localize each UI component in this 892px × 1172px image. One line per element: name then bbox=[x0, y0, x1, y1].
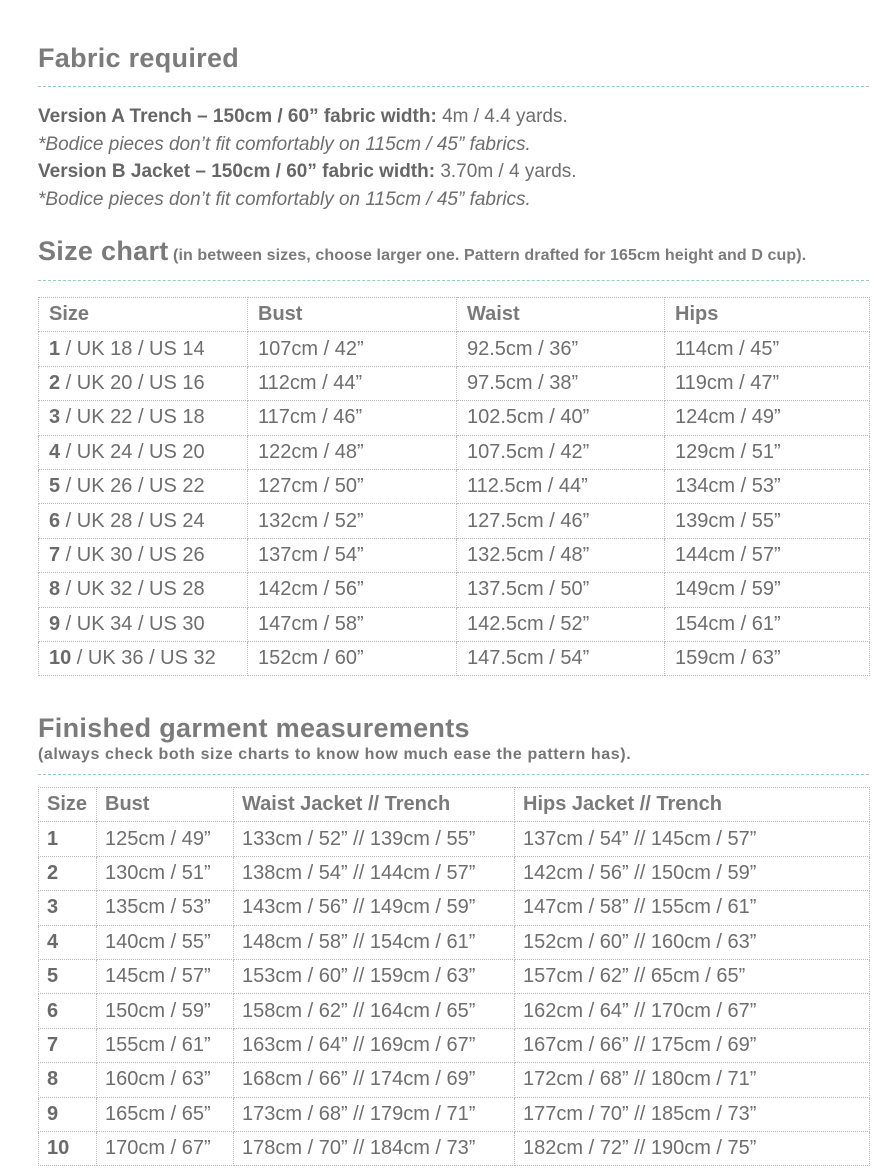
size-cell bbox=[39, 1131, 97, 1165]
table-row bbox=[39, 504, 870, 538]
bust-cell: 117cm / 46” bbox=[248, 401, 457, 435]
hips-cell: 134cm / 53” bbox=[665, 469, 870, 503]
table-row bbox=[39, 959, 870, 993]
size-number: 5 bbox=[49, 475, 61, 498]
waist-cell: 158cm / 62” // 164cm / 65” bbox=[234, 994, 515, 1028]
hips-cell: 114cm / 45” bbox=[665, 332, 870, 366]
size-label: / UK 30 / US 26 bbox=[60, 543, 205, 566]
size-number: 4 bbox=[47, 930, 59, 953]
table-row bbox=[39, 607, 870, 641]
bust-cell: 137cm / 54” bbox=[248, 538, 457, 572]
finished-subheading: (always check both size charts to know how much ease the pattern has). bbox=[38, 746, 632, 763]
size-cell bbox=[39, 1063, 97, 1097]
size-cell bbox=[39, 538, 248, 572]
size-cell bbox=[39, 435, 248, 469]
size-cell bbox=[39, 856, 97, 890]
column-header-size: Size bbox=[39, 788, 97, 822]
hips-cell: 157cm / 62” // 65cm / 65” bbox=[515, 959, 870, 993]
table-row bbox=[39, 332, 870, 366]
table-row bbox=[39, 469, 870, 503]
size-label: / UK 26 / US 22 bbox=[60, 475, 205, 498]
size-number: 2 bbox=[49, 371, 61, 394]
size-cell bbox=[39, 607, 248, 641]
waist-cell: 147.5cm / 54” bbox=[457, 641, 665, 675]
table-row bbox=[39, 1063, 870, 1097]
size-number: 1 bbox=[49, 337, 61, 360]
hips-cell: 144cm / 57” bbox=[665, 538, 870, 572]
size-number: 10 bbox=[47, 1137, 70, 1160]
bust-cell: 142cm / 56” bbox=[248, 573, 457, 607]
size-cell bbox=[39, 925, 97, 959]
size-cell bbox=[39, 1028, 97, 1062]
waist-cell: 178cm / 70” // 184cm / 73” bbox=[234, 1131, 515, 1165]
size-number: 9 bbox=[49, 612, 61, 635]
table-row bbox=[39, 538, 870, 572]
hips-cell: 142cm / 56” // 150cm / 59” bbox=[515, 856, 870, 890]
size-number: 3 bbox=[47, 896, 59, 919]
hips-cell: 154cm / 61” bbox=[665, 607, 870, 641]
hips-cell: 162cm / 64” // 170cm / 67” bbox=[515, 994, 870, 1028]
waist-cell: 137.5cm / 50” bbox=[457, 573, 665, 607]
waist-cell: 107.5cm / 42” bbox=[457, 435, 665, 469]
table-row bbox=[39, 573, 870, 607]
size-number: 7 bbox=[49, 543, 61, 566]
hips-cell: 147cm / 58” // 155cm / 61” bbox=[515, 891, 870, 925]
bust-cell: 165cm / 65” bbox=[97, 1097, 234, 1131]
fabric-heading: Fabric required bbox=[38, 43, 240, 73]
hips-cell: 149cm / 59” bbox=[665, 573, 870, 607]
size-chart-table bbox=[38, 297, 870, 676]
fabric-divider bbox=[38, 86, 869, 87]
size-cell bbox=[39, 1097, 97, 1131]
table-row bbox=[39, 822, 870, 856]
fabric-note: *Bodice pieces don’t fit comfortably on 115cm / 45” fabrics. bbox=[38, 133, 531, 155]
size-cell bbox=[39, 504, 248, 538]
fabric-lines bbox=[38, 103, 577, 213]
size-chart-heading-row bbox=[38, 236, 806, 267]
column-header-bust: Bust bbox=[97, 788, 234, 822]
waist-cell: 153cm / 60” // 159cm / 63” bbox=[234, 959, 515, 993]
size-label: / UK 28 / US 24 bbox=[60, 509, 205, 532]
bust-cell: 155cm / 61” bbox=[97, 1028, 234, 1062]
size-chart-subheading: (in between sizes, choose larger one. Pattern drafted for 165cm height and D cup). bbox=[173, 247, 807, 264]
size-cell bbox=[39, 891, 97, 925]
table-row bbox=[39, 401, 870, 435]
table-row bbox=[39, 435, 870, 469]
table-row bbox=[39, 891, 870, 925]
waist-cell: 112.5cm / 44” bbox=[457, 469, 665, 503]
table-row bbox=[39, 1097, 870, 1131]
size-number: 7 bbox=[47, 1033, 59, 1056]
waist-cell: 133cm / 52” // 139cm / 55” bbox=[234, 822, 515, 856]
size-chart-heading: Size chart bbox=[38, 236, 169, 266]
bust-cell: 112cm / 44” bbox=[248, 366, 457, 400]
bust-cell: 132cm / 52” bbox=[248, 504, 457, 538]
waist-cell: 127.5cm / 46” bbox=[457, 504, 665, 538]
column-header-bust: Bust bbox=[248, 298, 457, 332]
fabric-line-label: Version B Jacket – 150cm / 60” fabric width: bbox=[38, 161, 436, 182]
waist-cell: 173cm / 68” // 179cm / 71” bbox=[234, 1097, 515, 1131]
fabric-line-value: 4m / 4.4 yards. bbox=[436, 106, 568, 127]
fabric-line-version-a bbox=[38, 103, 577, 131]
size-chart-divider bbox=[38, 280, 869, 281]
size-cell bbox=[39, 366, 248, 400]
waist-cell: 163cm / 64” // 169cm / 67” bbox=[234, 1028, 515, 1062]
hips-cell: 159cm / 63” bbox=[665, 641, 870, 675]
table-row bbox=[39, 641, 870, 675]
bust-cell: 127cm / 50” bbox=[248, 469, 457, 503]
size-cell bbox=[39, 641, 248, 675]
finished-measurements-table bbox=[38, 787, 870, 1166]
bust-cell: 140cm / 55” bbox=[97, 925, 234, 959]
fabric-note: *Bodice pieces don’t fit comfortably on 115cm / 45” fabrics. bbox=[38, 188, 531, 210]
size-cell bbox=[39, 332, 248, 366]
bust-cell: 147cm / 58” bbox=[248, 607, 457, 641]
size-label: / UK 32 / US 28 bbox=[60, 578, 205, 601]
bust-cell: 152cm / 60” bbox=[248, 641, 457, 675]
fabric-line-label: Version A Trench – 150cm / 60” fabric width: bbox=[38, 106, 437, 127]
bust-cell: 170cm / 67” bbox=[97, 1131, 234, 1165]
size-number: 10 bbox=[49, 647, 72, 670]
size-chart-header-row bbox=[39, 298, 870, 332]
waist-cell: 132.5cm / 48” bbox=[457, 538, 665, 572]
size-number: 1 bbox=[47, 827, 59, 850]
waist-cell: 142.5cm / 52” bbox=[457, 607, 665, 641]
size-number: 2 bbox=[47, 861, 59, 884]
size-label: / UK 20 / US 16 bbox=[60, 371, 205, 394]
size-cell bbox=[39, 959, 97, 993]
finished-header-row bbox=[39, 788, 870, 822]
hips-cell: 119cm / 47” bbox=[665, 366, 870, 400]
column-header-waist: Waist Jacket // Trench bbox=[234, 788, 515, 822]
waist-cell: 92.5cm / 36” bbox=[457, 332, 665, 366]
bust-cell: 107cm / 42” bbox=[248, 332, 457, 366]
size-number: 6 bbox=[47, 999, 59, 1022]
hips-cell: 137cm / 54” // 145cm / 57” bbox=[515, 822, 870, 856]
bust-cell: 122cm / 48” bbox=[248, 435, 457, 469]
table-row bbox=[39, 994, 870, 1028]
size-label: / UK 36 / US 32 bbox=[71, 647, 216, 670]
size-cell bbox=[39, 469, 248, 503]
column-header-size: Size bbox=[39, 298, 248, 332]
bust-cell: 130cm / 51” bbox=[97, 856, 234, 890]
size-number: 9 bbox=[47, 1102, 59, 1125]
table-row bbox=[39, 366, 870, 400]
size-number: 6 bbox=[49, 509, 61, 532]
waist-cell: 138cm / 54” // 144cm / 57” bbox=[234, 856, 515, 890]
size-cell bbox=[39, 822, 97, 856]
hips-cell: 177cm / 70” // 185cm / 73” bbox=[515, 1097, 870, 1131]
fabric-line-version-b bbox=[38, 158, 577, 186]
waist-cell: 102.5cm / 40” bbox=[457, 401, 665, 435]
bust-cell: 125cm / 49” bbox=[97, 822, 234, 856]
column-header-hips: Hips Jacket // Trench bbox=[515, 788, 870, 822]
size-number: 8 bbox=[47, 1068, 59, 1091]
hips-cell: 167cm / 66” // 175cm / 69” bbox=[515, 1028, 870, 1062]
finished-heading: Finished garment measurements bbox=[38, 713, 470, 743]
hips-cell: 129cm / 51” bbox=[665, 435, 870, 469]
hips-cell: 172cm / 68” // 180cm / 71” bbox=[515, 1063, 870, 1097]
size-number: 5 bbox=[47, 965, 59, 988]
table-row bbox=[39, 1131, 870, 1165]
size-label: / UK 24 / US 20 bbox=[60, 440, 205, 463]
waist-cell: 148cm / 58” // 154cm / 61” bbox=[234, 925, 515, 959]
hips-cell: 124cm / 49” bbox=[665, 401, 870, 435]
size-label: / UK 18 / US 14 bbox=[60, 337, 205, 360]
waist-cell: 168cm / 66” // 174cm / 69” bbox=[234, 1063, 515, 1097]
size-label: / UK 34 / US 30 bbox=[60, 612, 205, 635]
column-header-hips: Hips bbox=[665, 298, 870, 332]
bust-cell: 135cm / 53” bbox=[97, 891, 234, 925]
column-header-waist: Waist bbox=[457, 298, 665, 332]
hips-cell: 139cm / 55” bbox=[665, 504, 870, 538]
finished-divider bbox=[38, 774, 869, 775]
table-row bbox=[39, 1028, 870, 1062]
size-cell bbox=[39, 401, 248, 435]
table-row bbox=[39, 925, 870, 959]
table-row bbox=[39, 856, 870, 890]
size-number: 8 bbox=[49, 578, 61, 601]
bust-cell: 160cm / 63” bbox=[97, 1063, 234, 1097]
hips-cell: 152cm / 60” // 160cm / 63” bbox=[515, 925, 870, 959]
size-number: 3 bbox=[49, 406, 61, 429]
size-label: / UK 22 / US 18 bbox=[60, 406, 205, 429]
bust-cell: 150cm / 59” bbox=[97, 994, 234, 1028]
fabric-line-value: 3.70m / 4 yards. bbox=[435, 161, 577, 182]
bust-cell: 145cm / 57” bbox=[97, 959, 234, 993]
waist-cell: 143cm / 56” // 149cm / 59” bbox=[234, 891, 515, 925]
size-cell bbox=[39, 994, 97, 1028]
waist-cell: 97.5cm / 38” bbox=[457, 366, 665, 400]
hips-cell: 182cm / 72” // 190cm / 75” bbox=[515, 1131, 870, 1165]
size-number: 4 bbox=[49, 440, 61, 463]
size-cell bbox=[39, 573, 248, 607]
